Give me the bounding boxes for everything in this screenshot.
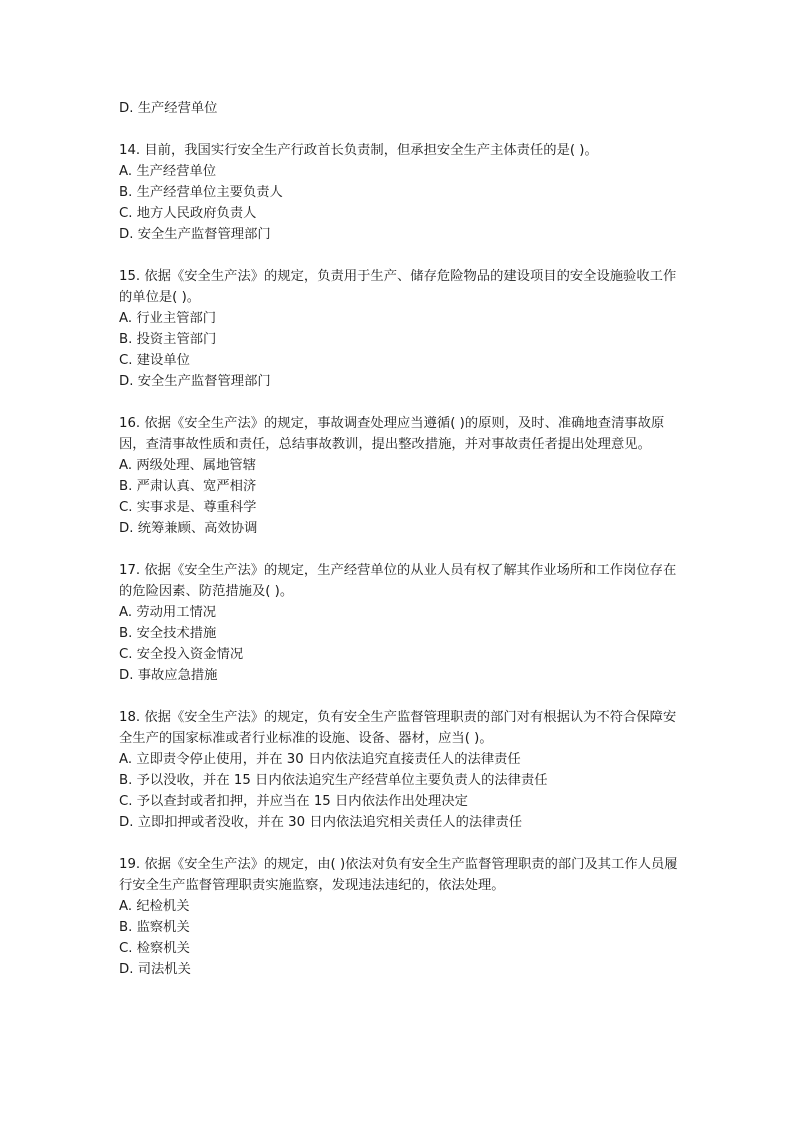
spacer [119,539,679,560]
question-19 [119,854,679,980]
option-b: B. 监察机关 [119,920,190,935]
option-b: B. 投资主管部门 [119,332,217,347]
question-16 [119,413,679,539]
option-d: D. 安全生产监督管理部门 [119,227,271,242]
question-stem: 15. 依据《安全生产法》的规定，负责用于生产、储存危险物品的建设项目的安全设施验收工作的单位是( )。 [119,269,677,305]
option-a: A. 行业主管部门 [119,311,217,326]
question-17 [119,560,679,686]
option-b: B. 生产经营单位主要负责人 [119,185,283,200]
question-18 [119,707,679,833]
option-d: D. 统筹兼顾、高效协调 [119,521,258,536]
leading-option: D. 生产经营单位 [119,101,218,116]
option-c: C. 检察机关 [119,941,190,956]
option-a: A. 两级处理、属地管辖 [119,458,256,473]
question-stem: 18. 依据《安全生产法》的规定，负有安全生产监督管理职责的部门对有根据认为不符合保障安全生产的国家标准或者行业标准的设施、设备、器材，应当( )。 [119,710,677,746]
option-d: D. 安全生产监督管理部门 [119,374,271,389]
spacer [119,833,679,854]
option-c: C. 实事求是、尊重科学 [119,500,257,515]
question-stem: 16. 依据《安全生产法》的规定，事故调查处理应当遵循( )的原则，及时、准确地查清事故原因，查清事故性质和责任，总结事故教训，提出整改措施，并对事故责任者提出处理意见。 [119,416,665,452]
spacer [119,119,679,140]
option-d: D. 事故应急措施 [119,668,218,683]
option-a: A. 立即责令停止使用，并在 30 日内依法追究直接责任人的法律责任 [119,752,521,767]
option-d: D. 司法机关 [119,962,191,977]
question-stem: 14. 目前，我国实行安全生产行政首长负责制，但承担安全生产主体责任的是( )。 [119,143,598,158]
spacer [119,686,679,707]
option-c: C. 予以查封或者扣押，并应当在 15 日内依法作出处理决定 [119,794,468,809]
option-c: C. 建设单位 [119,353,190,368]
option-a: A. 劳动用工情况 [119,605,217,620]
question-14 [119,140,679,245]
option-d: D. 立即扣押或者没收，并在 30 日内依法追究相关责任人的法律责任 [119,815,523,830]
spacer [119,245,679,266]
page-content [119,98,679,980]
option-a: A. 生产经营单位 [119,164,217,179]
question-stem: 19. 依据《安全生产法》的规定，由( )依法对负有安全生产监督管理职责的部门及其工作人员履行安全生产监督管理职责实施监察，发现违法违纪的，依法处理。 [119,857,678,893]
question-stem: 17. 依据《安全生产法》的规定，生产经营单位的从业人员有权了解其作业场所和工作岗位存在的危险因素、防范措施及( )。 [119,563,677,599]
option-b: B. 安全技术措施 [119,626,217,641]
option-c: C. 地方人民政府负责人 [119,206,257,221]
spacer [119,392,679,413]
option-b: B. 予以没收，并在 15 日内依法追究生产经营单位主要负责人的法律责任 [119,773,548,788]
option-c: C. 安全投入资金情况 [119,647,244,662]
option-a: A. 纪检机关 [119,899,190,914]
option-b: B. 严肃认真、宽严相济 [119,479,257,494]
question-15 [119,266,679,392]
